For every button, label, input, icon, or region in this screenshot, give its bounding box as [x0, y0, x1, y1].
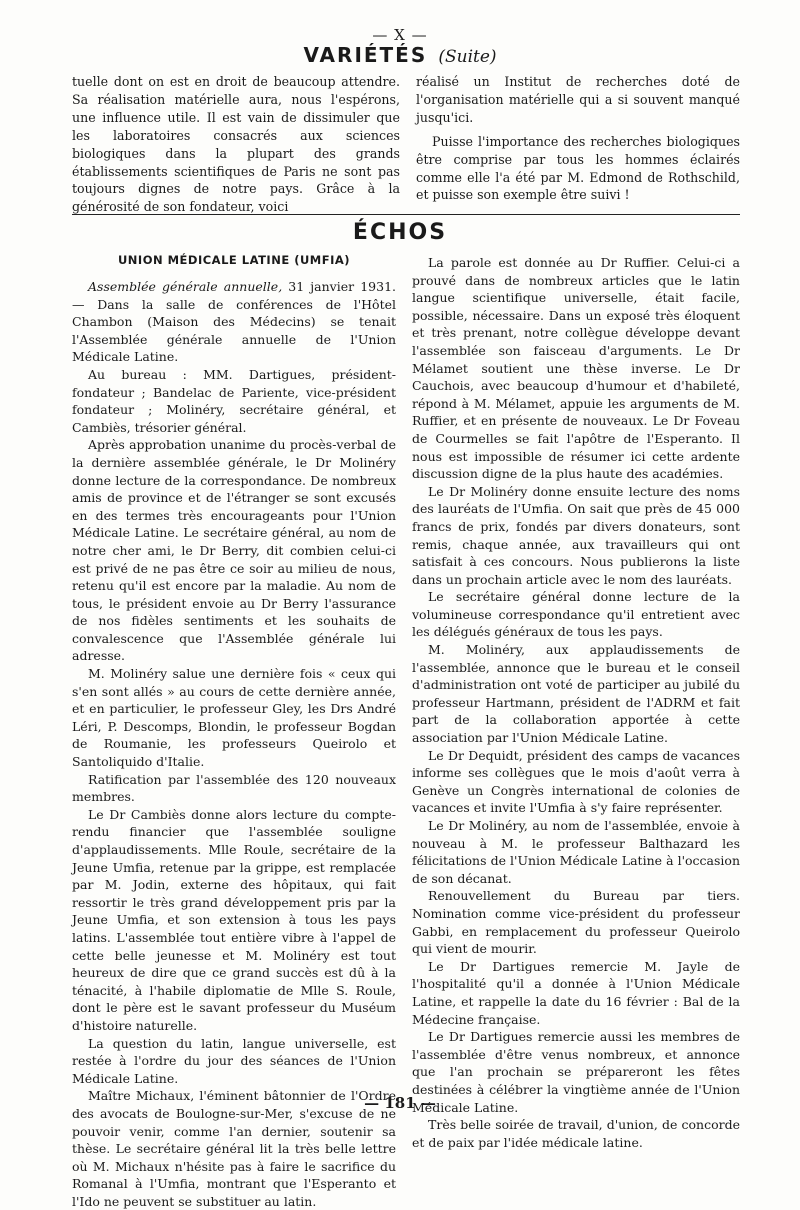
- varietes-title: VARIÉTÉS: [303, 43, 428, 67]
- varietes-left-column: [72, 73, 400, 216]
- echos-right-paragraph: Le Dr Dequidt, président des camps de vacances informe ses collègues que le mois d'août verra à Genève un Congrès international de colonies de vacances et invite l'Umfia à s'y faire représenter.: [412, 747, 740, 816]
- varietes-left-paragraph: tuelle dont on est en droit de beaucoup attendre. Sa réalisation matérielle aura, nous l'espérons, une influence utile. Il est vain de dissimuler que les laboratoires consacrés aux sciences biologiques dans la plupart des grands établissements scientifiques de Paris ne sont pas toujours dignes de notre pays. Grâce à la générosité de son fondateur, voici: [72, 74, 400, 215]
- echos-intro-paragraph: [72, 278, 396, 366]
- echos-left-paragraph: La question du latin, langue universelle, est restée à l'ordre du jour des séances de l'Union Médicale Latine.: [72, 1035, 396, 1086]
- varietes-suffix: (Suite): [438, 47, 497, 67]
- echos-right-paragraph: Le Dr Molinéry, au nom de l'assemblée, envoie à nouveau à M. le professeur Balthazard les félicitations de l'Union Médicale Latine à l'occasion de son décanat.: [412, 818, 740, 886]
- echos-right-paragraph: Le Dr Molinéry donne ensuite lecture des noms des lauréats de l'Umfia. On sait que près de 45 000 francs de prix, fondés par divers donateurs, sont remis, chaque année, aux travailleurs qui ont satisfait à ces concours. Nous publierons la liste dans un prochain article avec le nom des lauréats.: [412, 483, 740, 587]
- echos-left-column: [72, 278, 396, 1210]
- echos-right-paragraph: Le Dr Dartigues remercie M. Jayle de l'hospitalité qu'il a donnée à l'Union Médicale Latine, et rappelle la date du 16 février : Bal de la Médecine française.: [412, 958, 740, 1027]
- echos-intro-text: 31 janvier 1931. — Dans la salle de conférences de l'Hôtel Chambon (Maison des Médecins) se tenait l'Assemblée générale annuelle de l'Union Médicale Latine.: [72, 279, 397, 365]
- echos-left-paragraph: M. Molinéry salue une dernière fois « ceux qui s'en sont allés » au cours de cette dernière année, et en particulier, le professeur Gley, les Drs André Léri, P. Descomps, Blondin, le professeur Bogdan de Roumanie, les professeurs Queirolo et Santoliquido d'Italie.: [72, 666, 396, 770]
- varietes-right-column: [416, 73, 740, 204]
- section-divider: [72, 214, 740, 215]
- echos-left-paragraph: Après approbation unanime du procès-verbal de la dernière assemblée générale, le Dr Molinéry donne lecture de la correspondance. De nombreux amis de province et de l'étranger se sont excusés en des termes très encourageants pour l'Union Médicale Latine. Le secrétaire général, au nom de notre cher ami, le Dr Berry, dit combien celui-ci est privé de ne pas être ce soir au milieu de nous, retenu qu'il est encore par la maladie. Au nom de tous, le président envoie au Dr Berry l'assurance de nos fidèles sentiments et les souhaits de convalescence que l'Assemblée générale lui adresse.: [72, 437, 396, 664]
- varietes-right-paragraph: Puisse l'importance des recherches biologiques être comprise par tous les hommes éclairés comme elle l'a été par M. Edmond de Rothschild, et puisse son exemple être suivi !: [416, 133, 740, 203]
- echos-right-paragraph: Le secrétaire général donne lecture de la volumineuse correspondance qu'il entretient avec les délégués généraux de tous les pays.: [412, 589, 740, 640]
- page-folio-top: — X —: [372, 26, 428, 44]
- echos-right-paragraph: Renouvellement du Bureau par tiers. Nomination comme vice-président du professeur Gabbi, en remplacement du professeur Queirolo qui vient de mourir.: [412, 888, 740, 957]
- echos-section-heading: UNION MÉDICALE LATINE (UMFIA): [117, 253, 351, 267]
- echos-left-paragraph: Maître Michaux, l'éminent bâtonnier de l'Ordre des avocats de Boulogne-sur-Mer, s'excuse de ne pouvoir venir, comme l'an dernier, soutenir sa thèse. Le secrétaire général lit la très belle lettre où M. Michaux n'hésite pas à faire le sacrifice du Romanal à l'Umfia, montrant que l'Esperanto et l'Ido ne peuvent se substituer au latin.: [72, 1088, 396, 1209]
- echos-left-paragraph: Au bureau : MM. Dartigues, président-fondateur ; Bandelac de Pariente, vice-président fondateur ; Molinéry, secrétaire général, et Cambiès, trésorier général.: [72, 366, 396, 435]
- echos-right-paragraph: Très belle soirée de travail, d'union, de concorde et de paix par l'idée médicale latine.: [412, 1117, 740, 1150]
- echos-right-paragraph: M. Molinéry, aux applaudissements de l'assemblée, annonce que le bureau et le conseil d'administration ont voté de participer au jubilé du professeur Hartmann, président de l'ADRM et fait part de la collaboration apportée à cette association par l'Union Médicale Latine.: [412, 642, 740, 746]
- echos-intro-italic: Assemblée générale annuelle,: [88, 279, 283, 294]
- echos-left-paragraph: Le Dr Cambiès donne alors lecture du compte-rendu financier que l'assemblée souligne d'applaudissements. Mlle Roule, secrétaire de la Jeune Umfia, retenue par la grippe, est remplacée par M. Jodin, externe des hôpitaux, qui fait ressortir le très grand développement pris par la Jeune Umfia, et son extension à tous les pays latins. L'assemblée tout entière vibre à l'appel de cette belle jeunesse et M. Molinéry est tout heureux de dire que ce grand succès est dû à la ténacité, à l'habile diplomatie de Mlle S. Roule, dont le père est le savant professeur du Muséum d'histoire naturelle.: [72, 806, 396, 1033]
- echos-right-paragraph: La parole est donnée au Dr Ruffier. Celui-ci a prouvé dans de nombreux articles que le latin langue scientifique universelle, était facile, possible, nécessaire. Dans un exposé très éloquent et très prenant, notre collègue développe devant l'assemblée son faisceau d'arguments. Le Dr Mélamet soutient une thèse inverse. Le Dr Cauchois, avec beaucoup d'humour et d'habileté, répond à M. Mélamet, appuie les arguments de M. Ruffier, et en présente de nouveaux. Le Dr Foveau de Courmelles se fait l'apôtre de l'Esperanto. Il nous est impossible de résumer ici cette ardente discussion digne de la plus haute des académies.: [412, 255, 740, 482]
- varietes-right-paragraph: réalisé un Institut de recherches doté de l'organisation matérielle qui a si souvent manqué jusqu'ici.: [416, 74, 740, 125]
- section-title-varietes: [0, 43, 800, 67]
- echos-title: ÉCHOS: [352, 220, 448, 245]
- echos-left-paragraph: Ratification par l'assemblée des 120 nouveaux membres.: [72, 771, 396, 805]
- echos-right-column: [412, 254, 740, 1151]
- echos-right-paragraph: Le Dr Dartigues remercie aussi les membres de l'assemblée d'être venus nombreux, et annonce que l'an prochain se prépareront les fêtes destinées à célébrer la vingtième année de l'Union Médicale Latine.: [412, 1029, 740, 1115]
- page-number: — 181 —: [364, 1094, 436, 1112]
